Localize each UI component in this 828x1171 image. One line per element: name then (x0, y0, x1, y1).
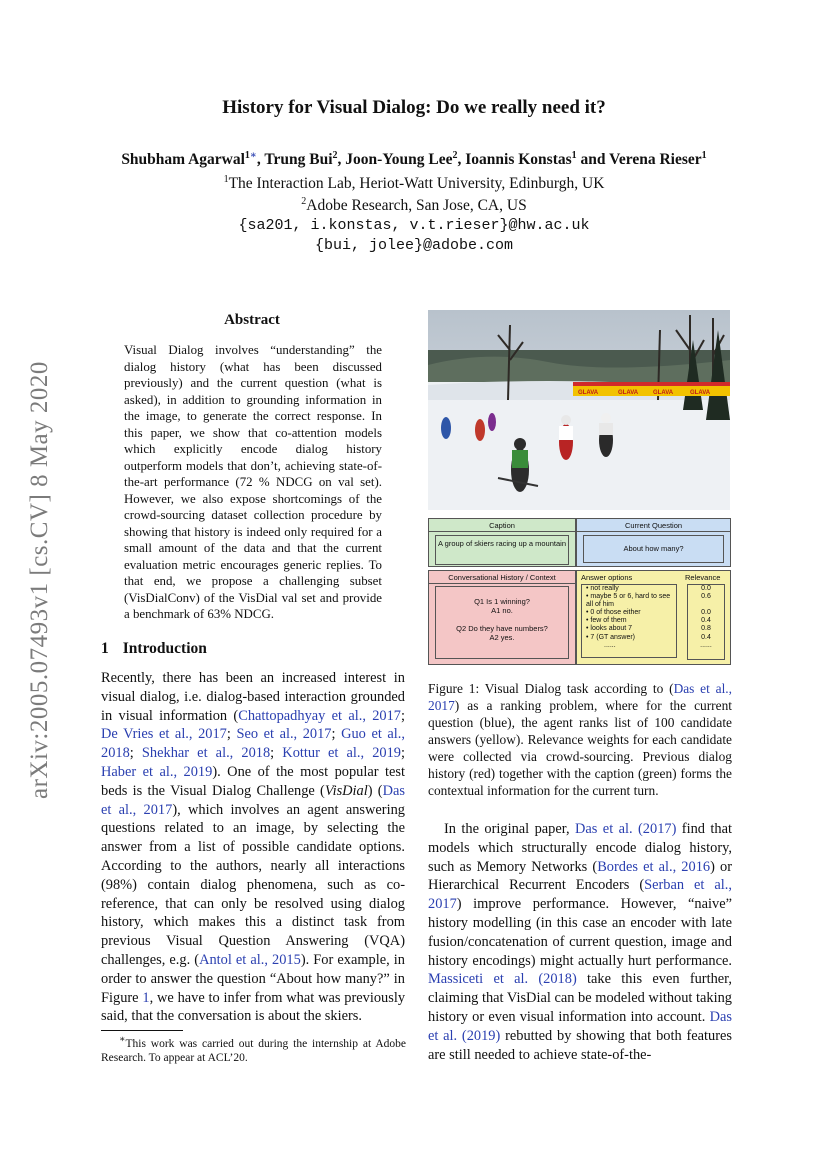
citation-link[interactable]: Das et al., 2017 (101, 782, 405, 818)
relevance-value: 0.4 (701, 633, 711, 641)
visdial-term: VisDial (324, 782, 368, 799)
affiliation-text: Adobe Research, San Jose, CA, US (306, 197, 527, 215)
author-name: Trung Bui (264, 151, 333, 169)
citation-link[interactable]: Kottur et al., 2019 (282, 745, 401, 762)
section-title: Introduction (122, 640, 207, 657)
question-box: About how many? (583, 535, 724, 563)
footnote-mark[interactable]: ∗ (249, 150, 257, 161)
affiliation-2 (0, 196, 828, 215)
relevance-ellipsis: ...... (700, 641, 712, 649)
affil-mark: 2 (301, 196, 307, 207)
author-name: Joon-Young Lee (345, 151, 453, 169)
affiliation-1 (0, 174, 828, 193)
author-name: and Verena Rieser (580, 151, 702, 169)
figure-ref-link[interactable]: 1 (142, 989, 150, 1006)
skiers-photo (428, 310, 730, 510)
answer-option: • 7 (GT answer) (586, 633, 636, 641)
panel-header: Answer options (581, 573, 633, 582)
affiliation-text: The Interaction Lab, Heriot-Watt University, Edinburgh, UK (228, 175, 605, 193)
affil-mark: 1 (571, 150, 577, 161)
affil-mark: 1 (701, 150, 707, 161)
relevance-value (688, 601, 724, 609)
relevance-value: 0.0 (701, 585, 711, 592)
citation-link[interactable]: Guo et al., 2018 (101, 726, 405, 762)
answer-option: • looks about 7 (586, 625, 633, 633)
history-answer: A1 no. (491, 606, 513, 615)
footnote-mark: ∗ (119, 1034, 126, 1045)
footnote: ∗This work was carried out during the internship at Adobe Research. To appear at ACL’20. (101, 1034, 406, 1065)
affil-mark: 2 (332, 150, 338, 161)
author-list: Shubham Agarwal$^{1∗}$, Trung Bui$^2$, Joon-Young Lee$^2$, Ioannis Konstas$^1$ and Verena Rieser$^1$ (121, 150, 707, 169)
answers-panel (576, 570, 731, 665)
panel-header: Caption (429, 519, 575, 532)
citation-link[interactable]: Seo et al., 2017 (236, 726, 332, 743)
citation-link[interactable]: De Vries et al., 2017 (101, 726, 227, 743)
footnote-rule (101, 1030, 183, 1031)
answer-option: • few of them (586, 617, 627, 625)
banner-text: GLAVA (618, 390, 639, 396)
affil-mark: 1 (223, 174, 229, 185)
citation-link[interactable]: Bordes et al., 2016 (597, 858, 711, 875)
body-paragraph: In the original paper, Das et al. (2017) find that models which structurally encode dialog history, such as Memory Networks (Bordes et al., 2016) or Hierarchical Recurrent Encoders (Serban et al., 2017) improve performance. However, “naive” history modelling (in this case an encoder with late fusion/concatenation of current question, image and history encodings) might actually hurt performance. Massiceti et al. (2018) take this even further, claiming that VisDial can be modeled without taking history or even visual information into account. Das et al. (2019) rebutted by showing that both features are still needed to achieve state-of-the- (428, 821, 733, 1063)
abstract-heading: Abstract (224, 312, 280, 328)
answer-option: • 0 of those either (586, 609, 641, 617)
citation-link[interactable]: Das et al. (2019) (428, 1008, 732, 1044)
author-name: Ioannis Konstas (465, 151, 572, 169)
banner-text: GLAVA (690, 390, 711, 396)
history-box (435, 586, 569, 659)
caption-panel (428, 518, 576, 567)
figure-caption: Figure 1: Visual Dialog task according to (Das et al., 2017) as a ranking problem, where for the current question (blue), the agent ranks list of 100 candidate answers (yellow). Relevance weights for each candidate were collected via crowd-sourcing. Previous dialog history (red) together with the caption (green) forms the contextual information for the current turn. (428, 681, 733, 798)
citation-link[interactable]: Serban et al., 2017 (428, 877, 732, 913)
affil-mark: 1 (244, 150, 250, 161)
relevance-box (687, 584, 725, 660)
caption-box: A group of skiers racing up a mountain (435, 535, 569, 565)
relevance-value: 0.8 (701, 625, 711, 633)
section-heading (101, 640, 207, 658)
answer-option: • maybe 5 or 6, hard to see all of him (586, 593, 671, 609)
email-adobe: {bui, jolee}@adobe.com (314, 237, 514, 254)
relevance-value: 0.6 (701, 593, 711, 601)
section-number: 1 (101, 640, 109, 657)
panel-header: Current Question (577, 519, 730, 532)
affil-mark: 2 (452, 150, 458, 161)
citation-link[interactable]: Das et al. (2017) (575, 821, 677, 837)
paper-title: History for Visual Dialog: Do we really need it? (222, 97, 606, 118)
history-question: Q2 Do they have numbers? (456, 624, 548, 633)
skiers-photo-illustration (428, 310, 730, 510)
panel-header: Relevance (685, 573, 721, 582)
question-panel (576, 518, 731, 567)
arxiv-stamp: arXiv:2005.07493v1 [cs.CV] 8 May 2020 (26, 361, 53, 799)
answer-options-box (581, 584, 677, 658)
author-name: Shubham Agarwal (121, 151, 245, 169)
citation-link[interactable]: Das et al., 2017 (428, 681, 733, 713)
relevance-value: 0.0 (701, 609, 711, 617)
history-question: Q1 Is 1 winning? (474, 597, 530, 606)
banner-text: GLAVA (578, 390, 599, 396)
citation-link[interactable]: Shekhar et al., 2018 (141, 745, 271, 762)
relevance-value: 0.4 (701, 617, 711, 625)
answer-option: • not really (586, 585, 619, 592)
citation-link[interactable]: Chattopadhyay et al., 2017 (238, 707, 401, 724)
citation-link[interactable]: Antol et al., 2015 (199, 951, 301, 968)
intro-paragraph: Recently, there has been an increased interest in visual dialog, i.e. dialog-based interaction grounded in visual information (Chattopadhyay et al., 2017; De Vries et al., 2017; Seo et al., 2017; Guo et al., 2018; Shekhar et al., 2018; Kottur et al., 2019; Haber et al., 2019). One of the most popular test beds is the Visual Dialog Challenge (VisDial) (Das et al., 2017), which involves an agent answering questions related to an image, by selecting the answer from a list of possible candidate options. According to the authors, nearly all interactions (98%) contain dialog phenomena, such as co-reference, that can only be resolved using dialog history, which makes this a distinct task from previous Visual Question Answering (VQA) challenges, e.g. (Antol et al., 2015). For example, in order to answer the question “About how many?” in Figure 1, we have to infer from what was previously said, that the conversation is about the skiers. (101, 670, 406, 1025)
email-hw: {sa201, i.konstas, v.t.rieser}@hw.ac.uk (238, 217, 590, 234)
panel-header: Conversational History / Context (429, 571, 575, 584)
history-panel (428, 570, 576, 665)
citation-link[interactable]: Haber et al., 2019 (101, 763, 213, 780)
abstract-text: Visual Dialog involves “understanding” the dialog history (what has been discussed previously) and the current question (what is asked), in addition to grounding information in the image, to generate the correct response. In this paper, we show that co-attention models which explicitly encode dialog history outperform models that don’t, achieving state-of-the-art performance (72 % NDCG on val set). However, we also expose shortcomings of the crowd-sourcing dataset collection procedure by showing that history is indeed only required for a small amount of the data and that the current evaluation metric encourages generic replies. To that end, we propose a challenging subset (VisDialConv) of the VisDial val set and provide a benchmark of 63% NDCG. (124, 343, 382, 621)
answer-ellipsis: ...... (604, 641, 616, 649)
banner-text: GLAVA (653, 390, 674, 396)
history-answer: A2 yes. (489, 633, 515, 642)
citation-link[interactable]: Massiceti et al. (2018) (428, 971, 577, 988)
